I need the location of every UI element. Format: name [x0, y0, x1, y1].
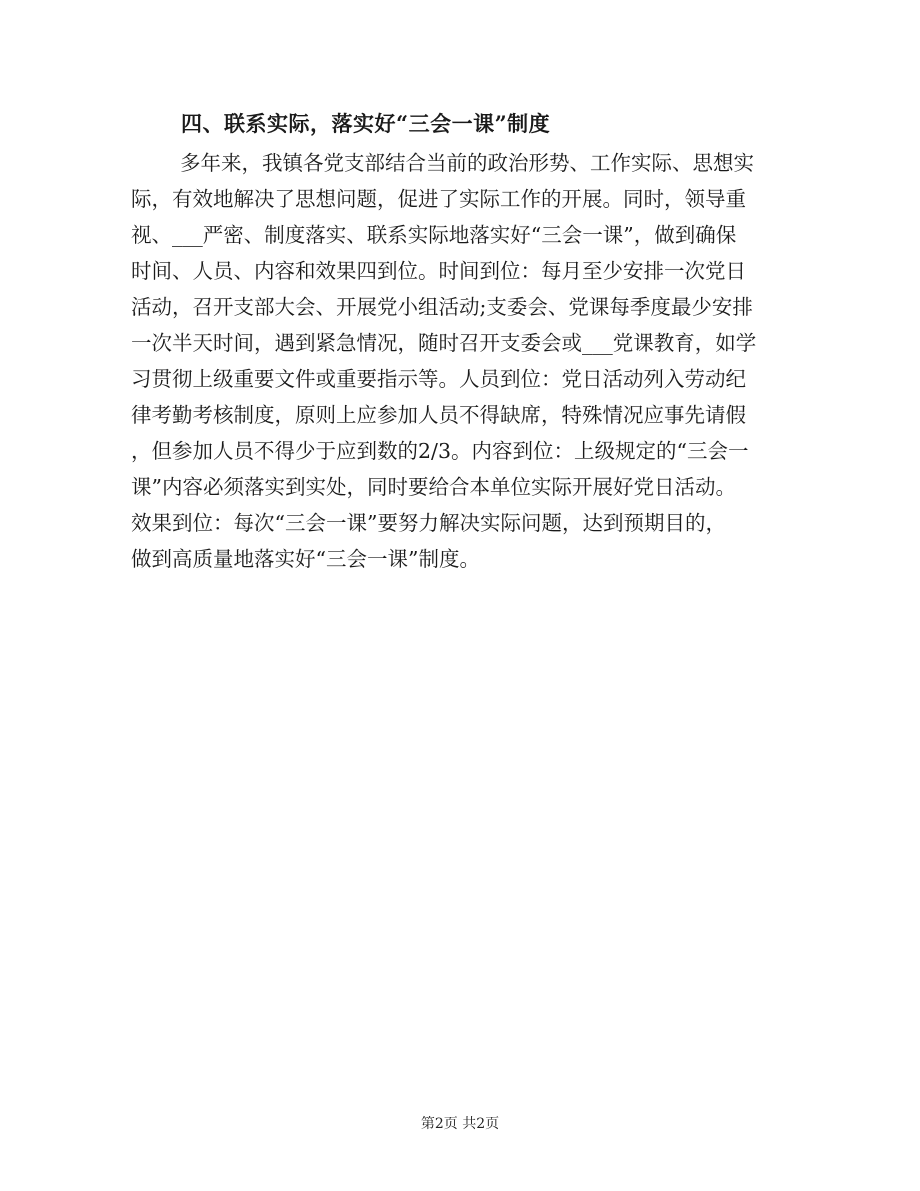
paragraph-line: 做到高质量地落实好“三会一课”制度。: [131, 547, 480, 571]
paragraph-line: ，但参加人员不得少于应到数的2/3。内容到位：上级规定的“三会一: [131, 439, 749, 463]
paragraph-line: 际，有效地解决了思想问题，促进了实际工作的开展。同时，领导重: [131, 187, 746, 211]
paragraph-line: 时间、人员、内容和效果四到位。时间到位：每月至少安排一次党日: [131, 259, 746, 283]
paragraph-line: 习贯彻上级重要文件或重要指示等。人员到位：党日活动列入劳动纪: [131, 367, 746, 391]
paragraph-line: 视、___严密、制度落实、联系实际地落实好“三会一课”，做到确保: [131, 223, 737, 247]
paragraph-line: 一次半天时间，遇到紧急情况，随时召开支委会或___党课教育，如学: [131, 331, 757, 355]
paragraph-line: 效果到位：每次“三会一课”要努力解决实际问题，达到预期目的，: [131, 511, 726, 535]
body-paragraph: [131, 145, 781, 577]
page-number-footer: 第2页 共2页: [420, 1116, 500, 1132]
paragraph-line: 多年来，我镇各党支部结合当前的政治形势、工作实际、思想实: [180, 151, 754, 175]
paragraph-line: 律考勤考核制度，原则上应参加人员不得缺席，特殊情况应事先请假: [131, 403, 746, 427]
section-heading: 四、联系实际，落实好“三会一课”制度: [181, 111, 551, 136]
paragraph-line: 课”内容必须落实到实处，同时要给合本单位实际开展好党日活动。: [131, 475, 736, 499]
paragraph-line: 活动，召开支部大会、开展党小组活动;支委会、党课每季度最少安排: [131, 295, 753, 319]
